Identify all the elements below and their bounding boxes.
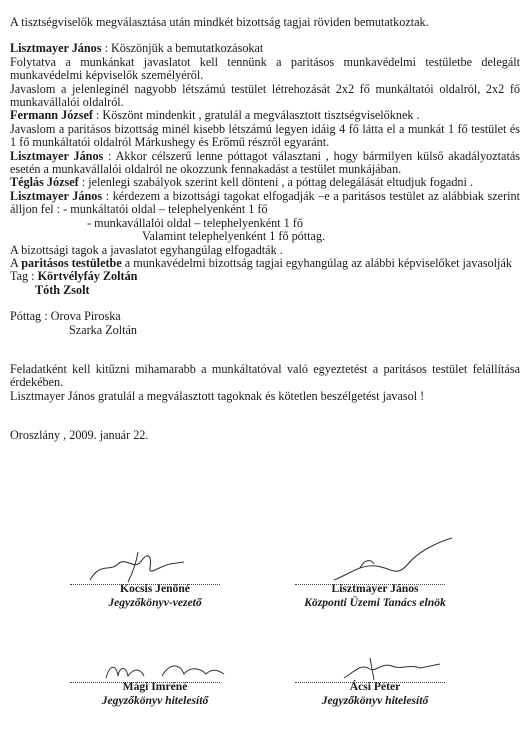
signer-name: Ácsi Péter — [349, 680, 401, 693]
member-name: Körtvélyfáy Zoltán — [37, 269, 138, 284]
paragraph-2: Folytatva a munkánkat javaslatot kell tennünk a paritásos munkavédelmi testületbe delegált munkavédelmi képviselők személyéről. — [10, 54, 520, 83]
alternates-label: Póttag : — [10, 309, 51, 324]
list-item: Valamint telephelyenként 1 fő póttag. — [142, 229, 326, 244]
speech-text: : Köszönt mindenkit , gratulál a megválasztott tisztségviselőknek . — [92, 108, 420, 123]
speaker-name: Lisztmayer János — [10, 188, 103, 203]
speech-text: : jelenlegi szabályok szerint kell dönteni , a póttag delegálását eltudjuk fogadni . — [78, 175, 473, 190]
handwritten-signature — [320, 534, 460, 584]
signature-block — [260, 582, 490, 609]
signature-block — [40, 680, 270, 707]
paragraph-11: Feladatként kell kitűzni mihamarabb a munkáltatóval való egyeztetést a paritásos testület felállítása érdekében. — [10, 361, 520, 390]
paragraph-6 — [10, 150, 520, 177]
speaker-name: Fermann József — [10, 108, 93, 123]
signature-block — [260, 680, 490, 707]
signer-role: Jegyzőkönyv hitelesítő — [101, 693, 209, 707]
alternate-name: Szarka Zoltán — [69, 322, 138, 337]
paragraph-3: Javaslom a jelenleginél nagyobb létszámú testület létrehozását 2x2 fő munkáltatói oldalról, 2x2 fő munkavállalói oldalról. — [10, 81, 520, 110]
signer-name: Kocsis Jenőné — [120, 582, 190, 595]
signer-name: Mági Imréné — [122, 680, 188, 693]
paragraph-9: A bizottsági tagok a javaslatot egyhangúlag elfogadták . — [10, 242, 283, 257]
handwritten-signature — [80, 542, 190, 584]
list-item: - munkavállalói oldal – telephelyenként 1 fő — [87, 215, 303, 230]
members-label: Tag : — [10, 269, 38, 284]
paragraph-7 — [10, 176, 520, 189]
signer-name: Lisztmayer János — [331, 582, 419, 595]
paragraph-12: Lisztmayer János gratulál a megválasztott tagoknak és kötetlen beszélgetést javasol ! — [10, 388, 425, 403]
paragraph-1 — [10, 42, 520, 55]
speaker-name: Téglás József — [10, 175, 79, 190]
signer-role: Központi Üzemi Tanács elnök — [304, 595, 446, 609]
signer-role: Jegyzőkönyv-vezető — [108, 595, 202, 609]
signature-block — [40, 582, 270, 609]
paragraph-8 — [10, 190, 520, 217]
speech-text: : Akkor célszerű lenne póttagot választani , hogy bármilyen külső akadályoztatás esetén a munkavállalói oldalról ne okozzunk fennakadást a testület munkájában. — [10, 148, 520, 177]
members-line — [10, 270, 520, 283]
paragraph-10 — [10, 257, 520, 270]
speech-text: : Köszönjük a bemutatkozásokat — [101, 41, 264, 56]
intro-paragraph: A tisztségviselők megválasztása után mindkét bizottság tagjai röviden bemutatkoztak. — [10, 15, 429, 29]
text-fragment: a munkavédelmi bizottság tagjai egyhangúlag az alábbi képviselőket javasolják — [121, 255, 512, 270]
member-name: Tóth Zsolt — [35, 282, 90, 297]
speaker-name: Lisztmayer János — [10, 41, 102, 56]
alternate-name: Orova Piroska — [50, 309, 121, 324]
alternates-line — [10, 310, 520, 323]
speech-text: : kérdezem a bizottsági tagokat elfogadják –e a paritásos testület az alábbiak szerint álljon fel : - munkáltatói oldal – telephelyenként 1 fő — [10, 188, 521, 217]
text-fragment: A — [10, 255, 22, 270]
bold-fragment: paritásos testületbe — [21, 255, 122, 270]
paragraph-5: Javaslom a paritásos bizottság minél kisebb létszámú legyen idáig 4 fő látta el a munkát 1 fő testület és 1 fő munkáltatói oldalról Márkushegy és Erőmű részről egyaránt. — [10, 121, 520, 150]
signature-area — [0, 540, 530, 733]
signer-role: Jegyzőkönyv hitelesítő — [321, 693, 429, 707]
speaker-name: Lisztmayer János — [10, 148, 104, 163]
paragraph-4 — [10, 109, 520, 122]
place-date: Oroszlány , 2009. január 22. — [10, 428, 149, 443]
